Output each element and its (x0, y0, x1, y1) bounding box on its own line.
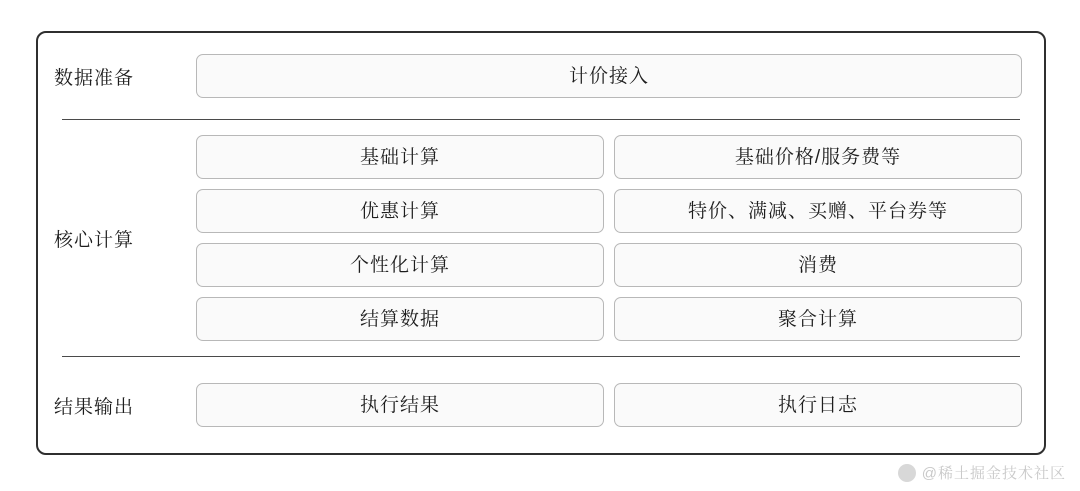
section-body-data-preparation (196, 54, 1044, 98)
diagram-row (196, 243, 1022, 287)
diagram-cell: 特价、满减、买赠、平台券等 (614, 189, 1022, 233)
diagram-row (196, 54, 1022, 98)
section-label-data-preparation: 数据准备 (54, 67, 135, 89)
diagram-cell: 执行日志 (614, 383, 1022, 427)
diagram-cell: 计价接入 (196, 54, 1022, 98)
watermark (898, 462, 1066, 483)
diagram-cell: 基础计算 (196, 135, 604, 179)
section-label-core-calculation: 核心计算 (54, 229, 135, 251)
diagram-cell: 优惠计算 (196, 189, 604, 233)
diagram-cell: 消费 (614, 243, 1022, 287)
diagram-cell: 基础价格/服务费等 (614, 135, 1022, 179)
diagram-frame (36, 31, 1046, 455)
section-data-preparation (38, 33, 1044, 119)
diagram-cell: 结算数据 (196, 297, 604, 341)
diagram-cell: 聚合计算 (614, 297, 1022, 341)
diagram-row (196, 135, 1022, 179)
diagram-row (196, 297, 1022, 341)
diagram-row (196, 189, 1022, 233)
logo-icon (898, 464, 916, 482)
diagram-row (196, 383, 1022, 427)
section-result-output (38, 357, 1044, 453)
section-body-result-output (196, 383, 1044, 427)
diagram-cell: 个性化计算 (196, 243, 604, 287)
watermark-text: @稀土掘金技术社区 (921, 465, 1066, 482)
diagram-cell: 执行结果 (196, 383, 604, 427)
section-core-calculation (38, 120, 1044, 356)
section-label-result-output: 结果输出 (54, 396, 135, 418)
section-body-core-calculation (196, 135, 1044, 341)
